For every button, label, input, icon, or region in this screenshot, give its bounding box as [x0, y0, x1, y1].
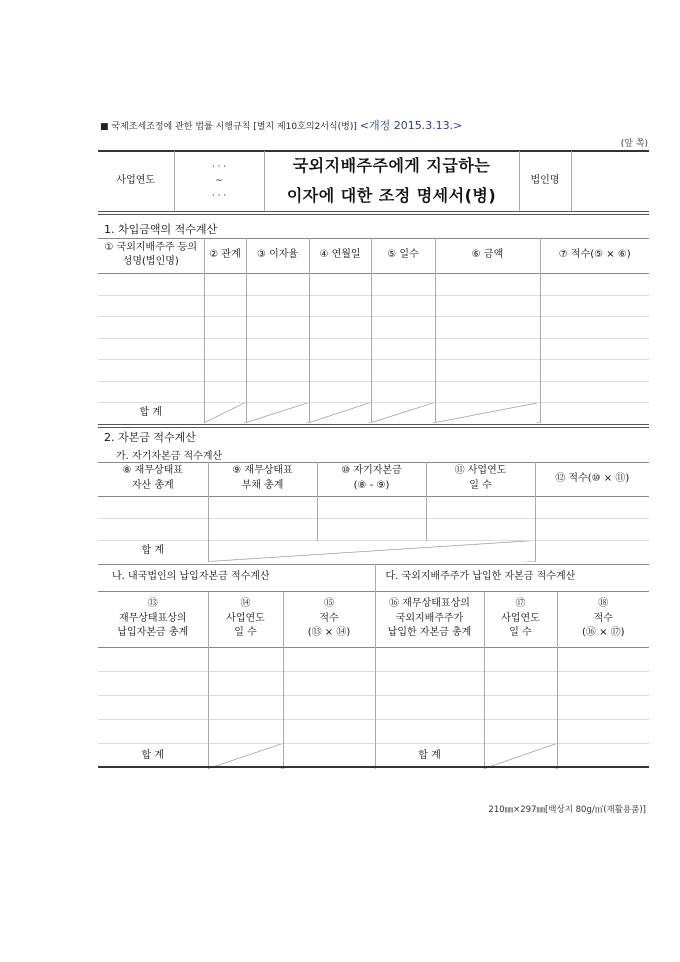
ga-col3-line1: ⑩ 자기자본금 [341, 465, 402, 477]
table-row[interactable] [98, 338, 649, 359]
table-row[interactable] [98, 719, 649, 743]
col-relation: ② 관계 [204, 238, 246, 273]
col-total-assets [98, 462, 208, 496]
subsection-ga-heading: 가. 자기자본금 적수계산 [116, 451, 223, 462]
col-accumulated: ⑦ 적수(⑤ × ⑥) [540, 238, 649, 273]
col-equity-accumulated: ⑫ 적수(⑩ × ⑪) [535, 462, 649, 496]
total-label: 합 계 [98, 402, 204, 423]
total-na [246, 402, 309, 423]
subsection-da-heading: 다. 국외지배주주가 납입한 자본금 적수계산 [375, 564, 649, 591]
table-row[interactable] [98, 273, 649, 295]
da-col1-line2: 국외지배주주가 [395, 612, 464, 624]
subsection-na-heading: 나. 내국법인의 납입자본금 적수계산 [112, 571, 270, 582]
total-equity-accumulated[interactable] [535, 540, 649, 562]
period-tilde: ~ [215, 176, 223, 187]
col-date: ④ 연월일 [309, 238, 371, 273]
col-total-liabilities [208, 462, 317, 496]
na-col1-line3: 납입자본금 총계 [117, 627, 189, 639]
na-col3-line2: 적수 [319, 612, 339, 624]
ga-col4-line1: ⑪ 사업연도 [454, 465, 507, 477]
section1-heading: 1. 차입금액의 적수계산 [104, 223, 218, 236]
table-row[interactable] [98, 295, 649, 316]
na-col3-line1: ⑮ [324, 598, 334, 610]
period-end: · · · [211, 190, 227, 201]
ga-col2-line2: 부채 총계 [241, 479, 284, 491]
business-year-label: 사업연도 [116, 175, 156, 187]
table-row[interactable] [98, 496, 649, 518]
title-line-1: 국외지배주주에게 지급하는 [292, 156, 491, 175]
paid-in-capital-table [98, 564, 649, 769]
ga-col4-line2: 일 수 [469, 479, 492, 491]
title-block [98, 151, 649, 212]
period-start: · · · [211, 161, 227, 172]
revision-date: <개정 2015.3.13.> [359, 119, 463, 132]
table-row[interactable] [98, 359, 649, 381]
corporation-name-label: 법인명 [519, 151, 571, 212]
col-da-accumulated [557, 591, 649, 647]
col-days: ⑤ 일수 [371, 238, 435, 273]
col-amount: ⑥ 금액 [435, 238, 540, 273]
col-interest-rate: ③ 이자율 [246, 238, 309, 273]
table-row[interactable] [98, 316, 649, 338]
total-label: 합 계 [98, 540, 208, 562]
da-col1-line1: ⑯ 재무상태표상의 [389, 598, 470, 610]
form-reference [100, 117, 462, 133]
da-col3-line2: 적수 [593, 612, 613, 624]
na-col2-line2: 사업연도 [226, 612, 265, 624]
na-col1-line1: ⑬ [147, 598, 158, 610]
col-business-days [426, 462, 535, 496]
table-row[interactable] [98, 647, 649, 671]
table-row[interactable] [98, 518, 649, 540]
borrowing-table [98, 238, 649, 423]
col-paid-in-capital [98, 591, 208, 647]
ga-col1-line1: ⑧ 재무상태표 [122, 465, 183, 477]
col-shareholder-paid-capital [375, 591, 484, 647]
equity-table [98, 462, 649, 562]
col-na-business-days [208, 591, 283, 647]
table-row[interactable] [98, 671, 649, 695]
law-reference: ■ 국제조세조정에 관한 법률 시행규칙 [별지 제10호의2서식(병)] [100, 122, 357, 132]
total-na [371, 402, 435, 423]
corporation-name-field[interactable] [571, 151, 649, 212]
ga-col1-line2: 자산 총계 [131, 479, 174, 491]
col-shareholder-name [98, 238, 204, 273]
na-col1-line2: 재무상태표상의 [118, 612, 187, 624]
form-title [264, 151, 519, 212]
ga-col2-line1: ⑨ 재무상태표 [232, 465, 293, 477]
title-line-2: 이자에 대한 조정 명세서(병) [286, 186, 497, 206]
na-col3-line3: (⑬ × ⑭) [307, 627, 351, 639]
da-col2-line1: ⑰ [515, 598, 526, 610]
business-year-period[interactable] [174, 151, 264, 212]
table-row[interactable] [98, 695, 649, 719]
col-da-business-days [484, 591, 557, 647]
da-col2-line3: 일 수 [509, 627, 532, 639]
total-na [309, 402, 371, 423]
da-total-label: 합 계 [375, 743, 484, 769]
paper-spec: 210㎜×297㎜[백상지 80g/㎡(재활용품)] [488, 805, 646, 815]
col-na-accumulated [283, 591, 375, 647]
na-total-label: 합 계 [98, 743, 208, 769]
total-row [98, 540, 649, 562]
da-col2-line2: 사업연도 [501, 612, 540, 624]
section2-heading: 2. 자본금 적수계산 [104, 431, 196, 444]
col1-line2: 성명(법인명) [122, 256, 179, 268]
total-na [208, 540, 535, 562]
page-side-label: (앞 쪽) [620, 139, 648, 149]
na-col2-line3: 일 수 [234, 627, 257, 639]
col-own-capital [317, 462, 426, 496]
da-col3-line1: ⑱ [598, 598, 609, 610]
total-na [204, 402, 246, 423]
total-na [435, 402, 540, 423]
da-col1-line3: 납입한 자본금 총계 [387, 627, 472, 639]
total-accumulated[interactable] [540, 402, 649, 423]
col1-line1: ① 국외지배주주 등의 [104, 241, 198, 253]
table-row[interactable] [98, 381, 649, 402]
na-col2-line1: ⑭ [240, 598, 251, 610]
ga-col3-line2: (⑧ - ⑨) [353, 479, 390, 491]
total-row [98, 402, 649, 423]
da-col3-line3: (⑯ × ⑰) [581, 627, 625, 639]
